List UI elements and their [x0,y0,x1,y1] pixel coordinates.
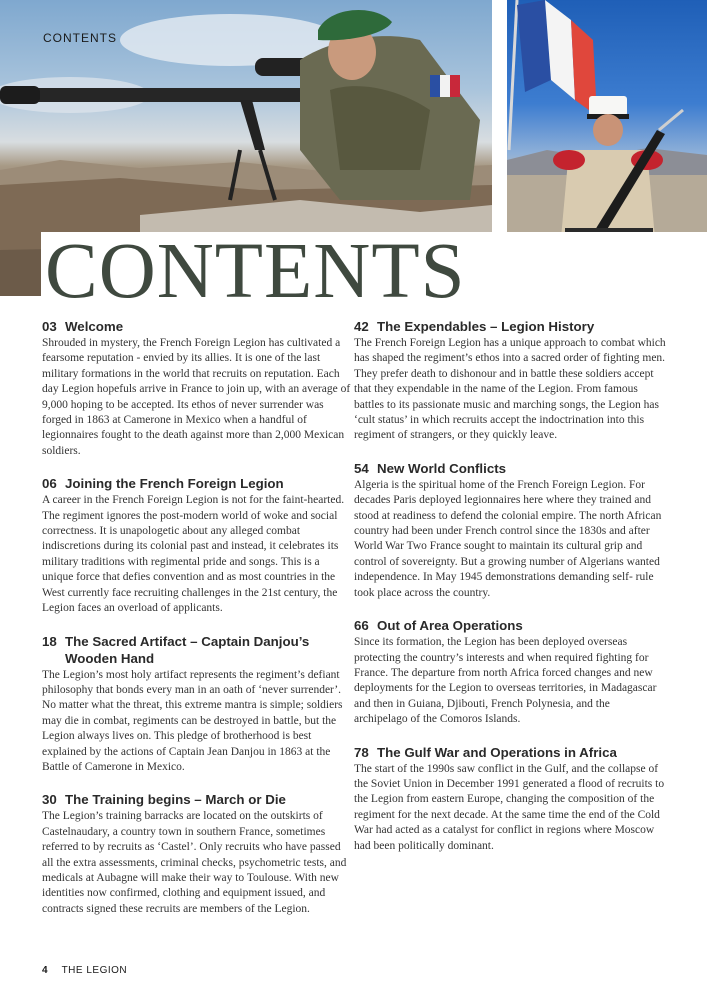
entry-title: Welcome [65,319,124,334]
entry-description: Shrouded in mystery, the French Foreign Legion has cultivated a fearsome reputation - envied by its allies. It is one of the last military formations in the world that recruits on reputation. Each day Legion hopefuls arrive in France to join up, with an average of 9,000 hoping to be accepted. Its ethos of never surrender was forged in 1863 at Camerone in Mexico when a handful of legionnaires fought to the death against more than 2,000 Mexican soldiers. [42,337,351,457]
entry-description: The Legion’s most holy artifact represents the regiment’s defiant philosophy that bonds every man in an oath of ‘never surrender’. No matter what the threat, this extreme mantra is simple; soldiers may die in combat, regiments can be destroyed in battle, but the Legion always lives on. This pledge of brotherhood is best explained by the actions of Captain Jean Danjou in 1863 at the Battle of Camerone in Mexico. [42,668,343,773]
entry-page-number: 66 [354,618,369,634]
entry-title: The Training begins – March or Die [65,792,286,808]
entry-title: The Expendables – Legion History [377,319,595,334]
contents-column-left [42,318,352,933]
entry-title: The Sacred Artifact – Captain Danjou’s Wooden Hand [65,633,310,666]
footer-magazine-name: THE LEGION [61,965,128,976]
entry-description: The French Foreign Legion has a unique approach to combat which has shaped the regiment’s ethos into a sacred order of fighting men. They prefer death to dishonour and in battle these soldiers accept that they expendable in the name of the Legion. From famous battles to its passionate music and marching songs, the Legion has ‘cult status’ in which recruits accept the indoctrination into this regiment of strangers, or they quickly leave. [354,337,666,442]
entry-heading [354,617,666,634]
entry-title: New World Conflicts [377,460,507,476]
entry-heading [354,318,666,335]
entry-description: Since its formation, the Legion has been deployed overseas protecting the country’s interests and when required fighting for France. The departure from north Africa forced changes and new deployments for the Legion to overseas territories, in Madagascar and then in Guiana, Djibouti, French Polynesia, and the archipelago of the Comoros Islands. [354,636,657,726]
entry-heading [354,460,666,477]
entry-title: Out of Area Operations [377,618,523,634]
entry-description: Algeria is the spiritual home of the French Foreign Legion. For decades Paris deployed legionnaires here where they trained and stood at readiness to defend the colonial empire. The north African country had been under French control since the 1830s and after World War Two France sought to maintain its cultural grip and control of sovereignty. But a growing number of Algerians wanted independence. In May 1945 demonstrations demanding self- rule took place across the country. [354,478,662,599]
contents-entry[interactable] [354,617,666,727]
page-footer [42,965,127,976]
section-label: CONTENTS [43,31,117,45]
contents-entry[interactable] [42,318,352,459]
entry-page-number: 03 [42,319,57,334]
entry-title: The Gulf War and Operations in Africa [377,744,617,760]
contents-entry[interactable] [42,475,352,616]
entry-page-number: 42 [354,319,369,334]
entry-page-number: 30 [42,792,57,808]
entry-heading [354,744,666,761]
contents-entry[interactable] [354,744,666,854]
contents-entry[interactable] [354,318,666,444]
entry-page-number: 06 [42,476,57,492]
entry-page-number: 18 [42,633,57,649]
footer-page-number: 4 [42,965,48,976]
entry-description: A career in the French Foreign Legion is not for the faint-hearted. The regiment ignores the post-modern world of woke and social correctness. It is unapologetic about any alleged combat indiscretions during its colonial past and instead, it celebrates its military traditions with regimental pride and songs. This is a unique force that defies convention and as most countries in the West currently face recruiting challenges in the 21st century, the Legion faces an overload of applicants. [42,494,345,615]
entry-page-number: 78 [354,744,369,760]
entry-heading [42,791,352,808]
contents-column-right [354,318,666,870]
contents-entry[interactable] [354,460,666,601]
contents-entry[interactable] [42,633,352,776]
entry-heading [42,475,352,492]
entry-description: The Legion’s training barracks are located on the outskirts of Castelnaudary, a country town in southern France, sometimes referred to by recruits as ‘Castel’. Only recruits who have passed all the extra assessments, criminal checks, psychometric tests, and medicals at Aubagne will make their way to Toulouse. With new identities now confirmed, clothing and equipment issued, and contracts signed these recruits are members of the Legion. [42,810,347,915]
page-title: CONTENTS [41,232,707,312]
entry-page-number: 54 [354,460,369,476]
entry-title: Joining the French Foreign Legion [65,476,284,492]
entry-heading [42,633,352,667]
entry-description: The start of the 1990s saw conflict in the Gulf, and the collapse of the Soviet Union in December 1991 generated a flood of recruits to the Legion from eastern Europe, changing the composition of the regiment for the next decade. At the same time the end of the Cold War had acted as a catalyst for conflict in regions where Moscow had been politically dominant. [354,762,665,852]
contents-entry[interactable] [42,791,352,917]
entry-heading [42,318,352,335]
